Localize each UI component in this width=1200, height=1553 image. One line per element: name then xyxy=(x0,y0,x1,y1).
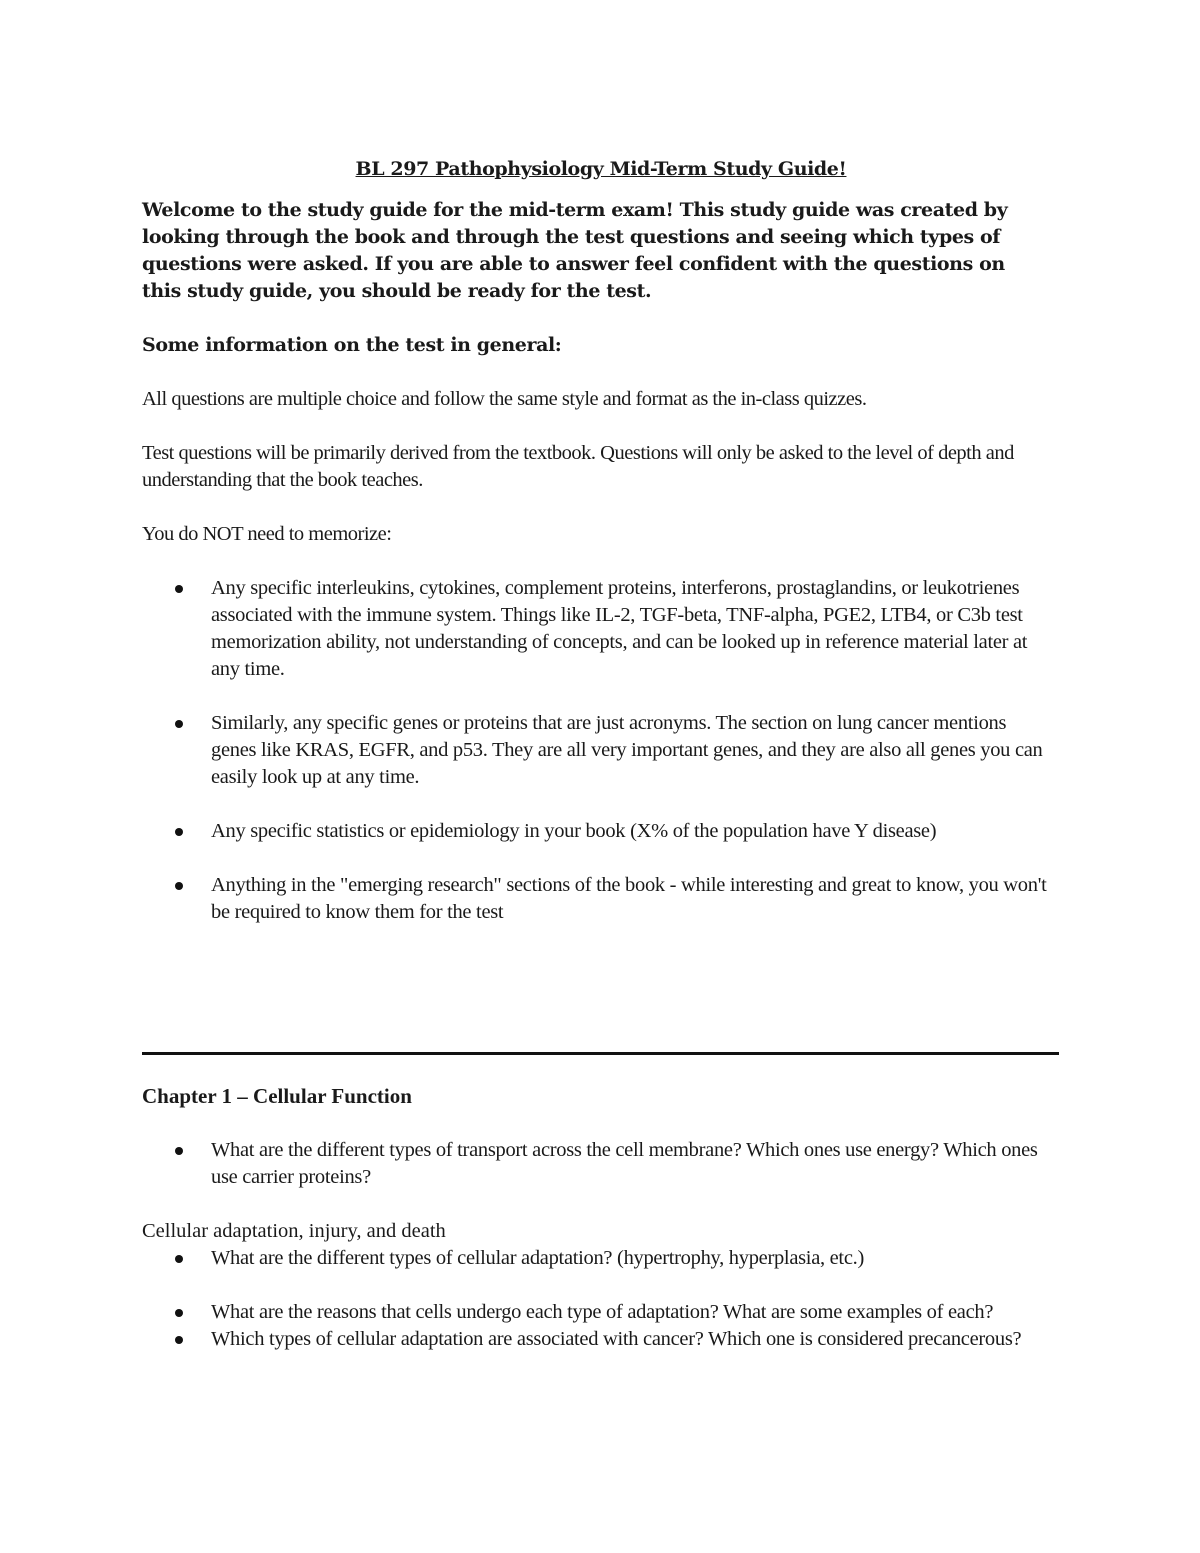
not-memorize-list xyxy=(142,575,1060,926)
list-item-text: What are the reasons that cells undergo each type of adaptation? What are some examples of each? xyxy=(211,1301,994,1323)
list-item xyxy=(142,575,1060,683)
list-item-text: Which types of cellular adaptation are associated with cancer? Which one is considered precancerous? xyxy=(211,1328,1022,1350)
bullet-icon xyxy=(175,1336,183,1344)
bullet-icon xyxy=(175,828,183,836)
bullet-icon xyxy=(175,1309,183,1317)
general-info-heading: Some information on the test in general: xyxy=(142,334,562,356)
adaptation-subheading: Cellular adaptation, injury, and death xyxy=(142,1220,446,1242)
adaptation-question-list xyxy=(142,1245,1060,1353)
transport-question-list xyxy=(142,1137,1060,1191)
bullet-icon xyxy=(175,882,183,890)
list-item xyxy=(142,872,1060,926)
list-item-text: Similarly, any specific genes or proteins that are just acronyms. The section on lung cancer mentions genes like KRAS, EGFR, and p53. They are all very important genes, and they are also all genes you can easily look up at any time. xyxy=(211,712,1043,788)
list-item-text: What are the different types of transport across the cell membrane? Which ones use energy? Which ones use carrier proteins? xyxy=(211,1139,1038,1188)
list-item-text: What are the different types of cellular adaptation? (hypertrophy, hyperplasia, etc.) xyxy=(211,1247,864,1269)
list-item xyxy=(142,1137,1060,1191)
list-item-text: Any specific statistics or epidemiology in your book (X% of the population have Y disease) xyxy=(211,820,937,842)
list-item xyxy=(142,1299,1060,1326)
bullet-icon xyxy=(175,585,183,593)
section-divider xyxy=(142,1052,1059,1055)
list-item xyxy=(142,710,1060,791)
textbook-paragraph: Test questions will be primarily derived from the textbook. Questions will only be asked to the level of depth and understanding that the book teaches. xyxy=(142,442,1014,491)
list-item-text: Any specific interleukins, cytokines, complement proteins, interferons, prostaglandins, or leukotrienes associated with the immune system. Things like IL-2, TGF-beta, TNF-alpha, PGE2, LTB4, or C3b test memorization ability, not understanding of concepts, and can be looked up in reference material later at any time. xyxy=(211,577,1028,680)
bullet-icon xyxy=(175,1147,183,1155)
list-item-text: Anything in the "emerging research" sections of the book - while interesting and great to know, you won't be required to know them for the test xyxy=(211,874,1047,923)
document-title: BL 297 Pathophysiology Mid-Term Study Guide! xyxy=(355,157,847,180)
list-item xyxy=(142,1245,1060,1272)
not-memorize-paragraph: You do NOT need to memorize: xyxy=(142,523,392,545)
list-item xyxy=(142,818,1060,845)
list-item xyxy=(142,1326,1060,1353)
bullet-icon xyxy=(175,720,183,728)
chapter-1-heading: Chapter 1 – Cellular Function xyxy=(142,1084,412,1108)
intro-paragraph: Welcome to the study guide for the mid-term exam! This study guide was created by looking through the book and through the test questions and seeing which types of questions were asked. If you are able to answer feel confident with the questions on this study guide, you should be ready for the test. xyxy=(142,199,1008,302)
multiple-choice-paragraph: All questions are multiple choice and follow the same style and format as the in-class quizzes. xyxy=(142,388,867,410)
bullet-icon xyxy=(175,1255,183,1263)
